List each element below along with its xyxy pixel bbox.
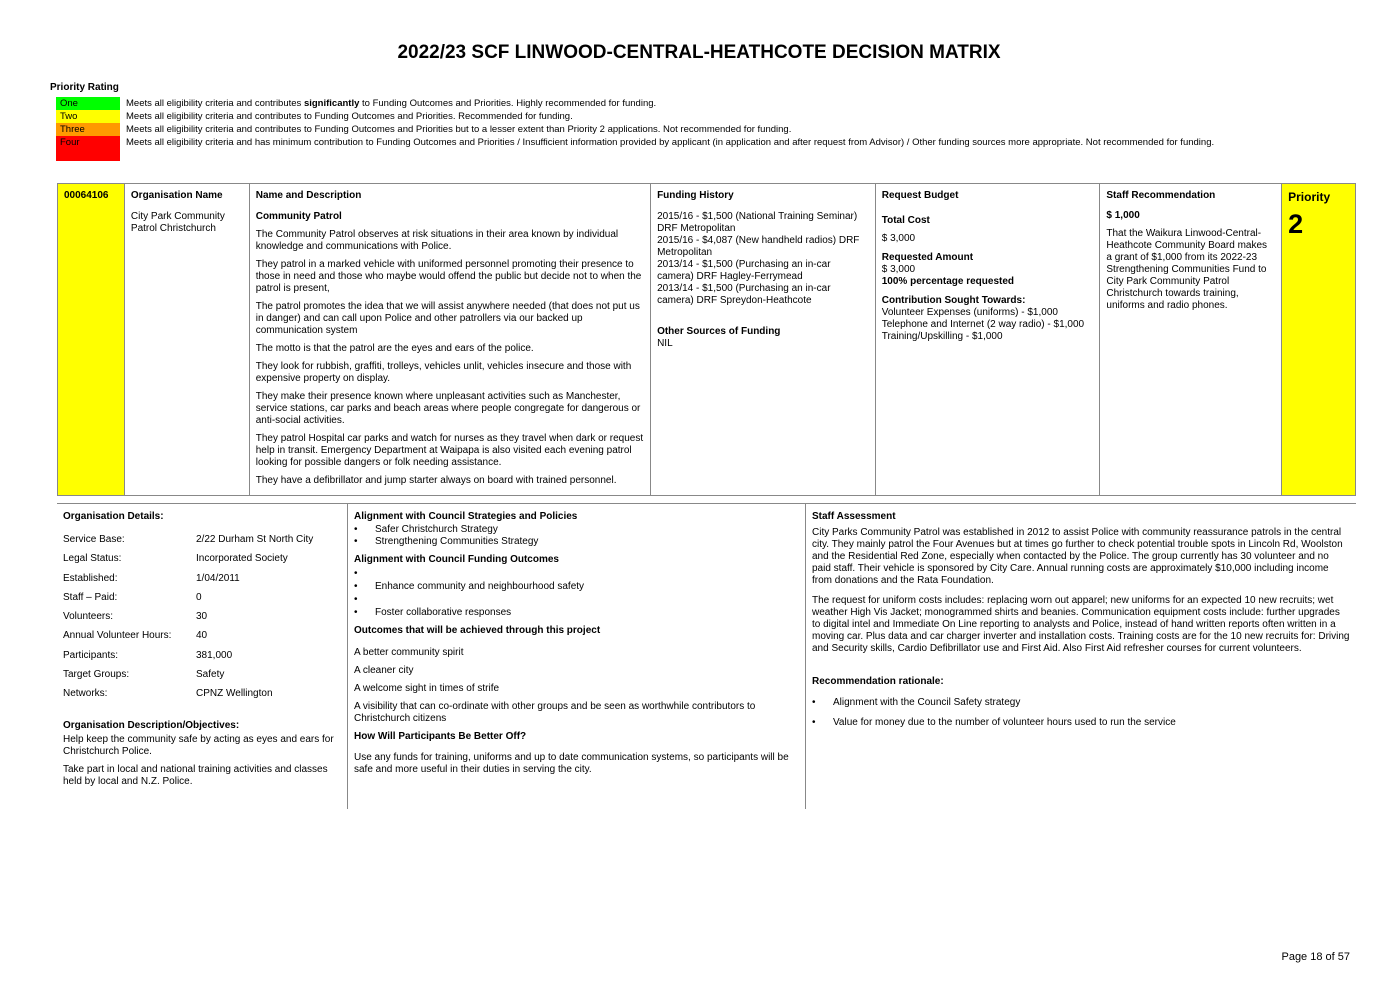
detail-row	[63, 611, 341, 630]
organisation-description-heading: Organisation Description/Objectives:	[63, 719, 240, 731]
page-title: 2022/23 SCF LINWOOD-CENTRAL-HEATHCOTE DECISION MATRIX	[397, 42, 1001, 63]
priority-rating-heading: Priority Rating	[50, 82, 119, 93]
description-header: Name and Description	[255, 190, 362, 201]
detail-value: 40	[196, 630, 208, 642]
detail-row	[63, 592, 341, 611]
funding-history-entry: 2015/16 - $1,500 (National Training Seminar) DRF Metropolitan	[657, 211, 858, 234]
description-paragraph: They patrol in a marked vehicle with uniformed personnel promoting their presence to those in need and those who maybe would offend the public but decide not to when the patrol is present,	[255, 259, 642, 294]
staff-assessment-column	[806, 504, 1356, 809]
page-number: Page 18 of 57	[1281, 951, 1350, 963]
organisation-details-heading: Organisation Details:	[63, 511, 164, 522]
organisation-name: City Park Community Patrol Christchurch	[130, 211, 225, 234]
detail-row	[63, 630, 341, 649]
detail-value: 0	[196, 591, 202, 603]
organisation-name-header: Organisation Name	[130, 190, 223, 201]
project-outcome-item: A visibility that can co-ordinate with other groups and be seen as worthwhile contributors to Christchurch citizens	[354, 701, 756, 724]
priority-row-four	[56, 136, 1318, 161]
other-sources-header: Other Sources of Funding	[657, 326, 781, 337]
detail-value: 1/04/2011	[196, 572, 240, 584]
description-column	[250, 184, 651, 495]
funding-outcome-item	[354, 594, 799, 606]
participants-text: Use any funds for training, uniforms and up to date communication systems, so participants will be safe and more useful in their duties in serving the city.	[354, 752, 789, 775]
details-section	[57, 503, 1356, 809]
detail-row	[63, 534, 341, 553]
priority-desc-three: Meets all eligibility criteria and contributes to Funding Outcomes and Priorities but to a lesser extent than Priority 2 applications. Not recommended for funding.	[126, 124, 792, 135]
rationale-item: • Alignment with the Council Safety strategy	[812, 697, 1350, 709]
strategy-item: • Safer Christchurch Strategy	[354, 524, 799, 536]
request-budget-column	[876, 184, 1101, 495]
detail-key: Networks:	[63, 688, 108, 700]
priority-swatch-two: Two	[56, 110, 120, 123]
request-budget-header: Request Budget	[881, 190, 959, 201]
funding-history-entry: 2013/14 - $1,500 (Purchasing an in-car camera) DRF Spreydon-Heathcote	[657, 283, 831, 306]
rationale-list	[812, 697, 1350, 729]
priority-desc-one: Meets all eligibility criteria and contributes significantly to Funding Outcomes and Priorities. Highly recommended for funding.	[126, 98, 657, 109]
detail-value: Incorporated Society	[196, 553, 288, 565]
total-cost-label: Total Cost	[881, 215, 930, 226]
total-cost-value: $ 3,000	[881, 233, 916, 244]
percentage-requested: 100% percentage requested	[881, 276, 1015, 287]
detail-key: Volunteers:	[63, 611, 114, 623]
detail-value: Safety	[196, 669, 225, 681]
requested-amount-label: Requested Amount	[881, 252, 974, 263]
detail-key: Service Base:	[63, 534, 125, 545]
funding-outcomes-heading: Alignment with Council Funding Outcomes	[354, 554, 559, 565]
description-paragraph: The motto is that the patrol are the eyes and ears of the police.	[255, 343, 534, 354]
priority-rating-legend	[56, 97, 1318, 161]
detail-row	[63, 553, 341, 572]
application-table	[57, 183, 1356, 496]
detail-key: Staff – Paid:	[63, 591, 118, 603]
description-paragraph: The Community Patrol observes at risk situations in their area known by individual knowledge and communications with Police.	[255, 229, 619, 252]
description-paragraph: They have a defibrillator and jump starter always on board with trained personnel.	[255, 475, 617, 486]
detail-value: 381,000	[196, 649, 233, 661]
project-outcome-item: A cleaner city	[354, 665, 414, 676]
strategies-list	[354, 524, 799, 548]
organisation-description-paragraph: Take part in local and national training activities and classes held by local and N.Z. Police.	[63, 763, 328, 787]
staff-recommendation-header: Staff Recommendation	[1106, 190, 1216, 201]
priority-swatch-one: One	[56, 97, 120, 110]
funding-history-entry: 2015/16 - $4,087 (New handheld radios) DRF Metropolitan	[657, 235, 860, 258]
detail-key: Established:	[63, 572, 118, 584]
recommended-amount: $ 1,000	[1106, 210, 1140, 221]
funding-outcome-item: • Enhance community and neighbourhood safety	[354, 581, 799, 593]
detail-row	[63, 650, 341, 669]
detail-key: Legal Status:	[63, 553, 122, 565]
organisation-description-paragraph: Help keep the community safe by acting as eyes and ears for Christchurch Police.	[63, 733, 334, 757]
funding-outcome-item: • Foster collaborative responses	[354, 607, 799, 619]
staff-assessment-heading: Staff Assessment	[812, 511, 896, 522]
contribution-item: Volunteer Expenses (uniforms) - $1,000	[881, 307, 1058, 318]
funding-history-column	[651, 184, 876, 495]
contribution-label: Contribution Sought Towards:	[881, 295, 1026, 306]
organisation-column	[125, 184, 250, 495]
description-paragraph: They look for rubbish, graffiti, trolleys, vehicles unlit, vehicles insecure and those with expensive property on display.	[255, 361, 632, 384]
priority-desc-two: Meets all eligibility criteria and contributes to Funding Outcomes and Priorities. Recommended for funding.	[126, 111, 573, 122]
priority-swatch-four: Four	[56, 136, 120, 161]
alignment-column	[348, 504, 806, 809]
contribution-item: Training/Upskilling - $1,000	[881, 331, 1003, 342]
rationale-heading: Recommendation rationale:	[812, 676, 944, 687]
priority-label: Priority	[1288, 190, 1331, 204]
priority-row-one	[56, 97, 1318, 110]
detail-value: CPNZ Wellington	[196, 688, 273, 700]
detail-key: Participants:	[63, 649, 119, 661]
detail-value: 2/22 Durham St North City	[196, 534, 314, 545]
priority-swatch-three: Three	[56, 123, 120, 136]
contribution-item: Telephone and Internet (2 way radio) - $1,000	[881, 319, 1085, 330]
description-paragraph: The patrol promotes the idea that we will assist anywhere needed (that does not put us in danger) and can call upon Police and other patrollers via our backed up communication system	[255, 301, 640, 336]
funding-outcomes-list	[354, 568, 799, 619]
project-outcomes-heading: Outcomes that will be achieved through this project	[354, 625, 601, 636]
detail-row	[63, 573, 341, 592]
priority-column	[1282, 184, 1355, 495]
project-outcome-item: A welcome sight in times of strife	[354, 683, 500, 694]
description-paragraph: They patrol Hospital car parks and watch for nurses as they travel when dark or request help in transit. Emergency Department at Waipapa is also visited each evening patrol looking for possible dangers or folk needing assistance.	[255, 433, 644, 468]
strategy-item: • Strengthening Communities Strategy	[354, 536, 799, 548]
priority-row-three	[56, 123, 1318, 136]
requested-amount-value: $ 3,000	[881, 264, 916, 275]
detail-value: 30	[196, 611, 208, 623]
recommendation-text: That the Waikura Linwood-Central-Heathcote Community Board makes a grant of $1,000 from its 2022-23 Strengthening Communities Fund to City Park Community Patrol Christchurch towards training, uniforms and radio phones.	[1106, 228, 1268, 311]
project-name: Community Patrol	[255, 211, 342, 222]
application-id: 00064106	[58, 184, 125, 495]
staff-assessment-paragraph: City Parks Community Patrol was established in 2012 to assist Police with community reassurance patrols in the central city. They mainly patrol the Four Avenues but at times go further to check potential trouble spots in Lincoln Rd, Woolston and the Residential Red Zone, especially when contacted by the Police. The group currently has 30 volunteer and no paid staff. Their vehicle is sponsored by City Care. Annual running costs are approximately $10,000 including income from donations and the Rata Foundation.	[812, 527, 1343, 586]
detail-row	[63, 688, 341, 707]
staff-recommendation-column	[1100, 184, 1282, 495]
detail-row	[63, 669, 341, 688]
priority-desc-four: Meets all eligibility criteria and has minimum contribution to Funding Outcomes and Priorities / Insufficient information provided by applicant (in application and after request from Advisor) / Other funding sources more appropriate. Not recommended for funding.	[126, 137, 1215, 148]
detail-key: Target Groups:	[63, 669, 130, 681]
funding-history-header: Funding History	[657, 190, 734, 201]
priority-value: 2	[1288, 209, 1304, 239]
project-outcome-item: A better community spirit	[354, 647, 464, 658]
rationale-item: • Value for money due to the number of volunteer hours used to run the service	[812, 717, 1350, 729]
description-paragraph: They make their presence known where unpleasant activities such as Manchester, service stations, car parks and beach areas where people congregate for dangerous or anti-social activities.	[255, 391, 641, 426]
funding-history-entry: 2013/14 - $1,500 (Purchasing an in-car camera) DRF Hagley-Ferrymead	[657, 259, 831, 282]
funding-outcome-item	[354, 568, 799, 580]
organisation-details-column	[57, 504, 348, 809]
priority-row-two	[56, 110, 1318, 123]
other-sources-value: NIL	[657, 338, 673, 349]
participants-heading: How Will Participants Be Better Off?	[354, 731, 527, 742]
detail-key: Annual Volunteer Hours:	[63, 630, 172, 642]
strategies-heading: Alignment with Council Strategies and Policies	[354, 511, 578, 522]
staff-assessment-paragraph: The request for uniform costs includes: replacing worn out apparel; new uniforms for an expected 10 new recruits; wet weather High Vis Jacket; monogrammed shirts and beanies. Communication equipment costs include: further upgrades to digital intel and Immediate On Line reporting to analysts and Police, instead of hand written reports often written in a moving car. Plus data and car charger inverter and installation costs. Training costs are for the 10 new recruits for: Driving and Security skills, Cardio Defibrillator use and First Aid. Also First Aid refresher courses for current volunteers.	[812, 595, 1350, 654]
